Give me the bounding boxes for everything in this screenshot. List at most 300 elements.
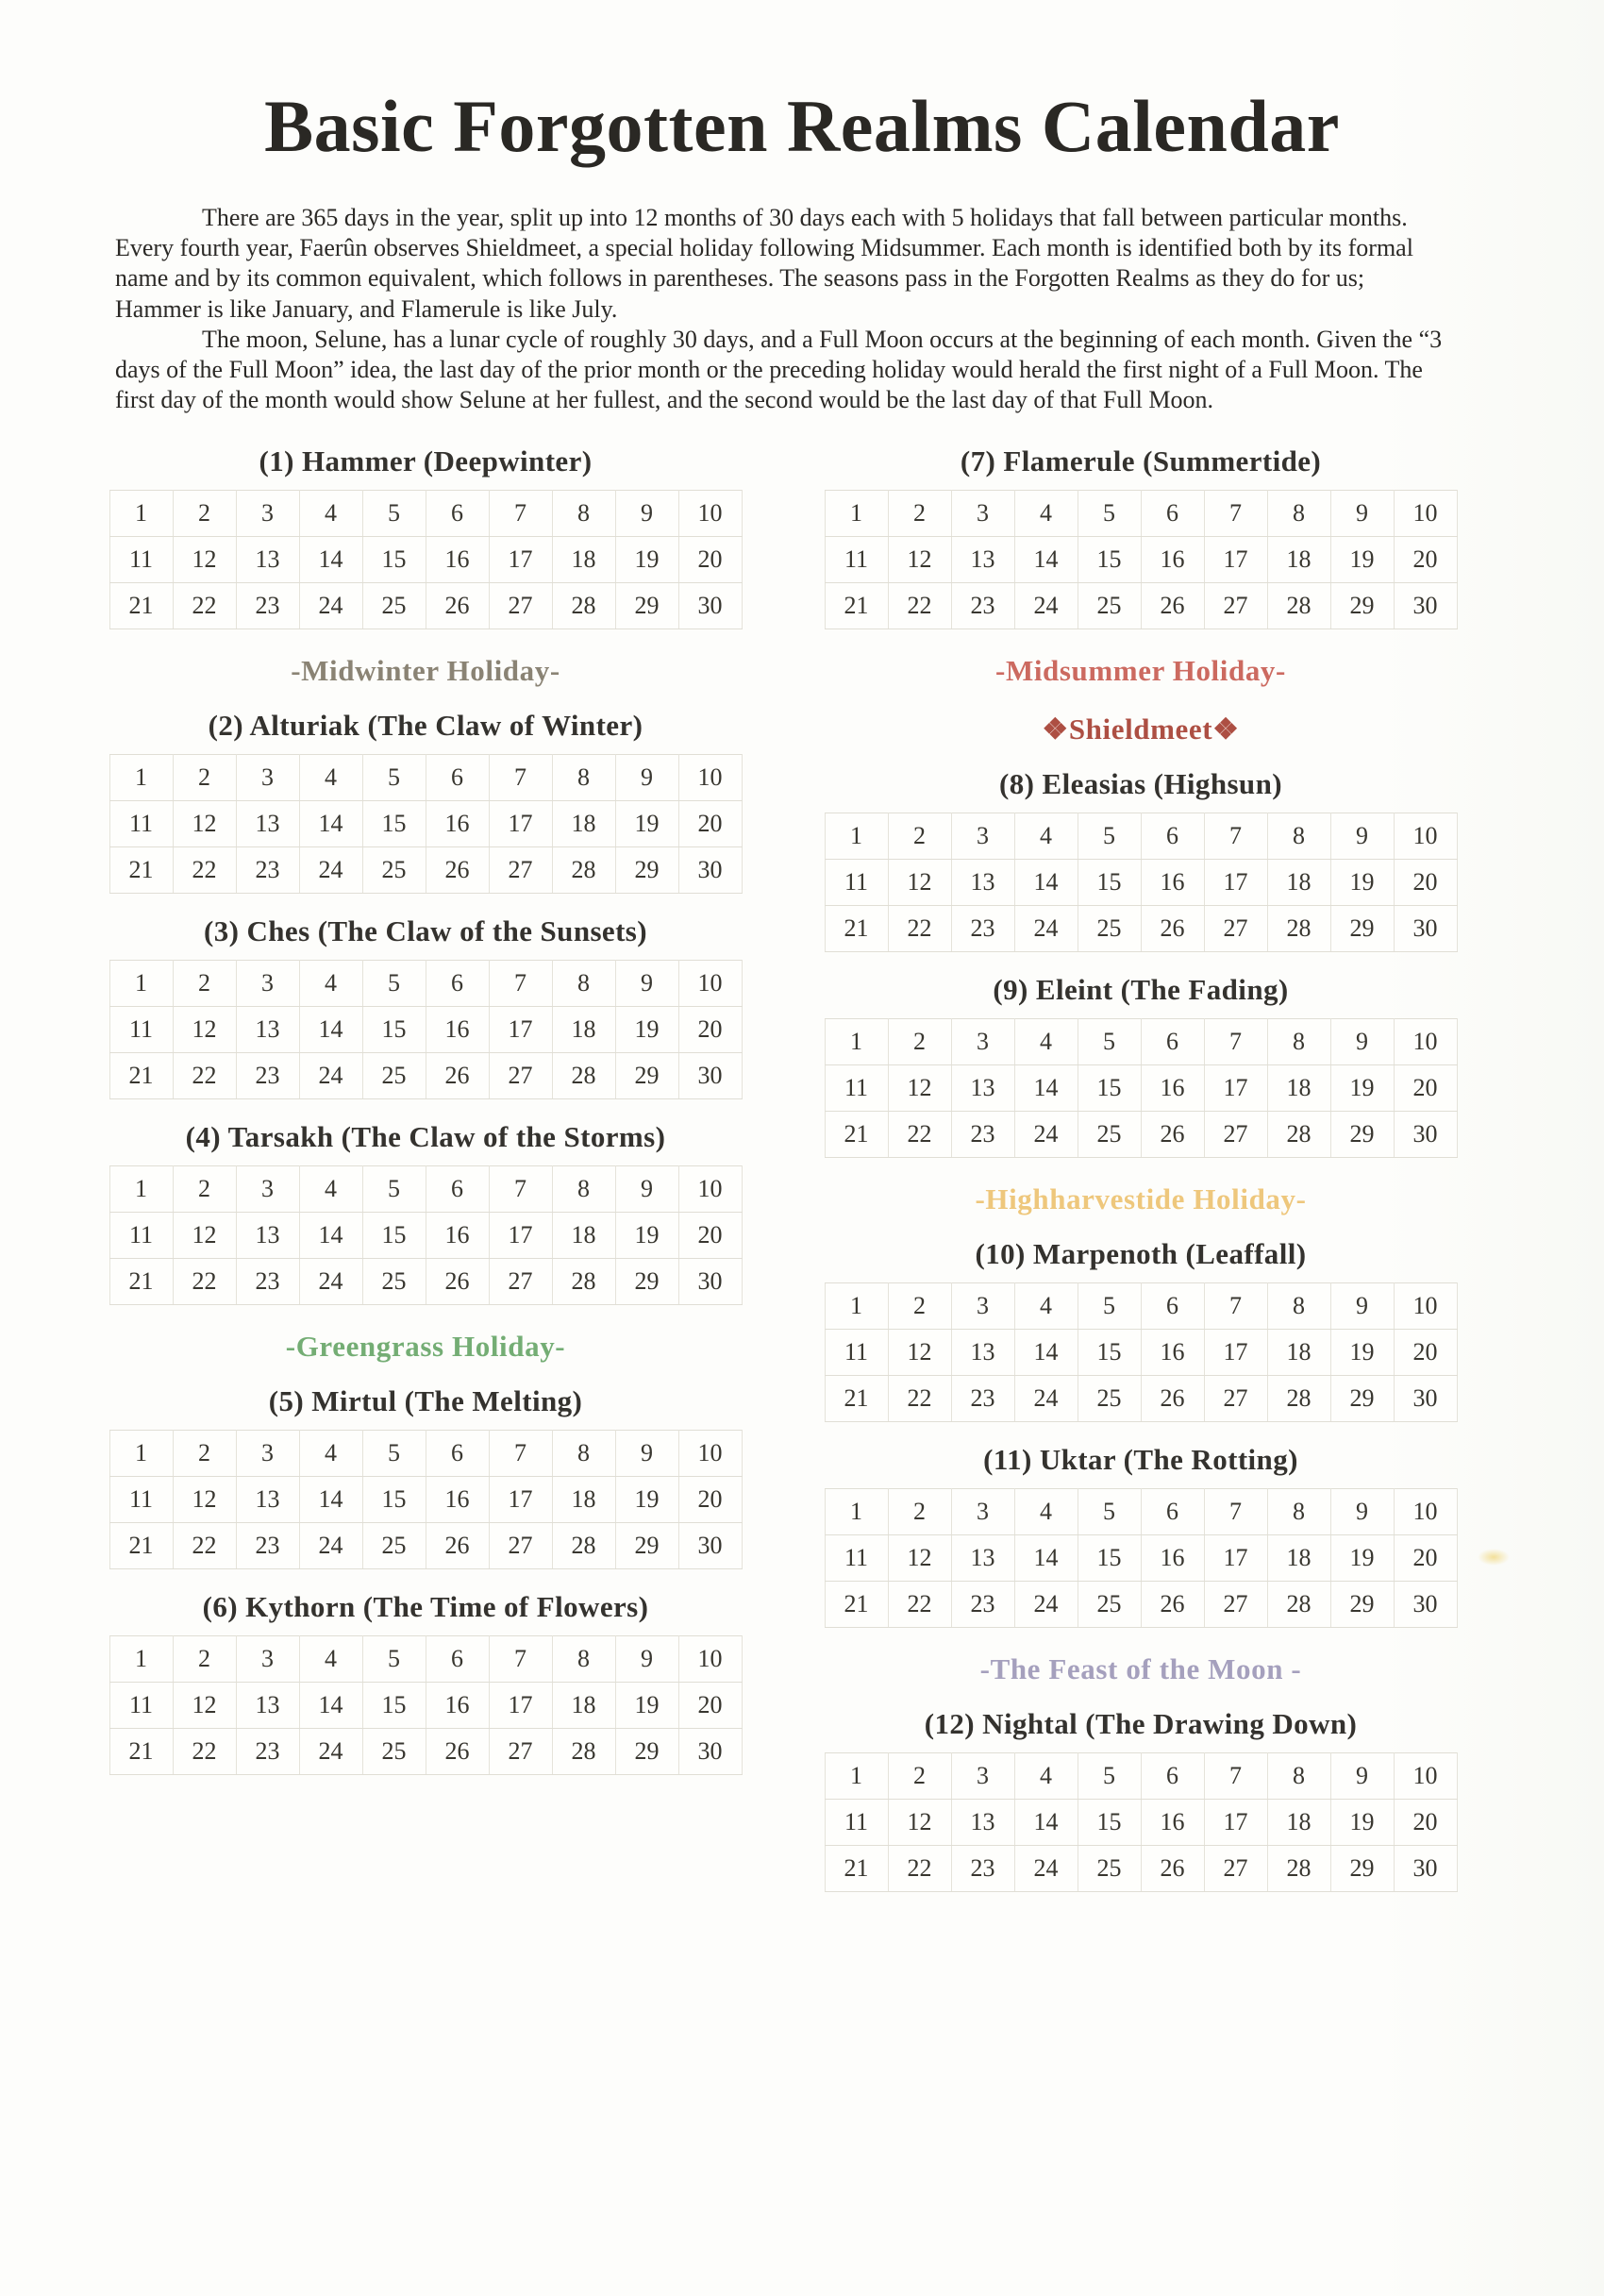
day-cell: 19 bbox=[1330, 536, 1394, 582]
page-title: Basic Forgotten Realms Calendar bbox=[264, 85, 1340, 167]
day-cell: 1 bbox=[109, 960, 173, 1006]
day-cell: 10 bbox=[678, 1635, 742, 1682]
day-grid bbox=[825, 1282, 1458, 1422]
day-cell: 3 bbox=[951, 813, 1014, 859]
day-cell: 23 bbox=[951, 1581, 1014, 1627]
day-cell: 19 bbox=[615, 1212, 678, 1258]
day-cell: 22 bbox=[173, 1728, 236, 1774]
day-cell: 12 bbox=[173, 1682, 236, 1728]
day-cell: 30 bbox=[1394, 1111, 1457, 1157]
day-cell: 15 bbox=[362, 1476, 426, 1522]
day-cell: 7 bbox=[1204, 1752, 1267, 1799]
day-cell: 21 bbox=[825, 582, 888, 628]
day-cell: 3 bbox=[236, 1635, 299, 1682]
day-cell: 18 bbox=[552, 1682, 615, 1728]
day-cell: 17 bbox=[1204, 1329, 1267, 1375]
day-cell: 7 bbox=[1204, 1282, 1267, 1329]
day-grid-row bbox=[825, 1845, 1457, 1891]
day-cell: 7 bbox=[1204, 490, 1267, 536]
day-cell: 7 bbox=[489, 1165, 552, 1212]
day-cell: 20 bbox=[678, 536, 742, 582]
day-cell: 23 bbox=[236, 582, 299, 628]
day-cell: 19 bbox=[1330, 1534, 1394, 1581]
month-header: (10) Marpenoth (Leaffall) bbox=[975, 1236, 1307, 1270]
day-cell: 3 bbox=[951, 1018, 1014, 1064]
day-cell: 27 bbox=[489, 1052, 552, 1098]
day-cell: 17 bbox=[1204, 1064, 1267, 1111]
day-cell: 27 bbox=[489, 1522, 552, 1568]
day-cell: 9 bbox=[1330, 813, 1394, 859]
day-cell: 19 bbox=[615, 1682, 678, 1728]
intro-paragraph-2: The moon, Selune, has a lunar cycle of roughly 30 days, and a Full Moon occurs at the beginning of each month. Given the “3 days of the Full Moon” idea, the last day of the prior month or the preceding holiday would herald the first night of a Full Moon. The first day of the month would show Selune at her fullest, and the second would be the last day of that Full Moon. bbox=[115, 325, 1443, 414]
day-cell: 14 bbox=[299, 1212, 362, 1258]
scanned-page bbox=[0, 85, 1604, 1892]
day-cell: 25 bbox=[1078, 1375, 1141, 1421]
day-cell: 27 bbox=[489, 1728, 552, 1774]
day-cell: 10 bbox=[1394, 1752, 1457, 1799]
day-cell: 22 bbox=[173, 582, 236, 628]
day-cell: 13 bbox=[951, 1534, 1014, 1581]
day-grid-row bbox=[109, 1430, 742, 1476]
day-cell: 22 bbox=[173, 1052, 236, 1098]
day-cell: 23 bbox=[951, 1845, 1014, 1891]
day-cell: 11 bbox=[825, 1064, 888, 1111]
day-cell: 25 bbox=[1078, 1845, 1141, 1891]
day-grid-row bbox=[825, 1329, 1457, 1375]
day-grid-row bbox=[825, 905, 1457, 951]
day-cell: 10 bbox=[1394, 1018, 1457, 1064]
day-cell: 13 bbox=[236, 1006, 299, 1052]
day-cell: 16 bbox=[426, 1682, 489, 1728]
day-grid-row bbox=[825, 1799, 1457, 1845]
day-cell: 2 bbox=[888, 490, 951, 536]
holiday-heading: -Midwinter Holiday- bbox=[291, 653, 560, 687]
day-cell: 18 bbox=[552, 1006, 615, 1052]
day-cell: 2 bbox=[888, 813, 951, 859]
day-cell: 3 bbox=[951, 1752, 1014, 1799]
day-cell: 29 bbox=[1330, 1845, 1394, 1891]
day-cell: 2 bbox=[173, 1635, 236, 1682]
day-cell: 6 bbox=[426, 754, 489, 800]
month-header: (5) Mirtul (The Melting) bbox=[268, 1383, 583, 1417]
day-cell: 3 bbox=[236, 1430, 299, 1476]
day-grid bbox=[109, 960, 743, 1099]
day-cell: 18 bbox=[1267, 1329, 1330, 1375]
day-cell: 3 bbox=[951, 1282, 1014, 1329]
day-cell: 26 bbox=[426, 1728, 489, 1774]
day-cell: 23 bbox=[236, 1258, 299, 1304]
day-cell: 11 bbox=[109, 800, 173, 846]
day-cell: 27 bbox=[1204, 582, 1267, 628]
day-cell: 2 bbox=[173, 490, 236, 536]
day-grid-row bbox=[109, 960, 742, 1006]
day-cell: 26 bbox=[426, 582, 489, 628]
day-grid-row bbox=[109, 582, 742, 628]
intro-paragraph-1: There are 365 days in the year, split up into 12 months of 30 days each with 5 holidays that fall between particular months. Every fourth year, Faerûn observes Shieldmeet, a special holiday following Midsummer. Each month is identified both by its formal name and by its common equivalent, which follows in parentheses. The seasons pass in the Forgotten Realms as they do for us; Hammer is like January, and Flamerule is like July. bbox=[115, 204, 1413, 323]
day-cell: 5 bbox=[1078, 490, 1141, 536]
day-cell: 15 bbox=[362, 536, 426, 582]
day-cell: 29 bbox=[615, 1522, 678, 1568]
day-cell: 12 bbox=[173, 536, 236, 582]
day-cell: 11 bbox=[825, 1799, 888, 1845]
day-cell: 4 bbox=[1014, 813, 1078, 859]
day-cell: 4 bbox=[299, 960, 362, 1006]
day-grid-row bbox=[109, 1522, 742, 1568]
day-cell: 19 bbox=[615, 1476, 678, 1522]
day-cell: 28 bbox=[1267, 1375, 1330, 1421]
day-cell: 14 bbox=[1014, 536, 1078, 582]
day-cell: 25 bbox=[362, 1522, 426, 1568]
day-cell: 27 bbox=[1204, 1111, 1267, 1157]
day-grid-row bbox=[109, 490, 742, 536]
day-cell: 8 bbox=[552, 1165, 615, 1212]
day-cell: 20 bbox=[678, 800, 742, 846]
day-cell: 12 bbox=[173, 1212, 236, 1258]
day-cell: 16 bbox=[1141, 1799, 1204, 1845]
day-cell: 29 bbox=[615, 582, 678, 628]
day-cell: 14 bbox=[1014, 1534, 1078, 1581]
day-cell: 6 bbox=[1141, 813, 1204, 859]
day-cell: 27 bbox=[1204, 905, 1267, 951]
month-header: (12) Nightal (The Drawing Down) bbox=[924, 1706, 1358, 1740]
day-cell: 11 bbox=[825, 536, 888, 582]
day-cell: 29 bbox=[1330, 905, 1394, 951]
day-cell: 12 bbox=[173, 1006, 236, 1052]
day-cell: 30 bbox=[1394, 1845, 1457, 1891]
day-cell: 12 bbox=[888, 1064, 951, 1111]
day-cell: 5 bbox=[362, 1165, 426, 1212]
month-header: (8) Eleasias (Highsun) bbox=[999, 766, 1282, 800]
day-cell: 25 bbox=[1078, 905, 1141, 951]
day-cell: 22 bbox=[888, 1111, 951, 1157]
day-cell: 24 bbox=[1014, 1375, 1078, 1421]
day-cell: 22 bbox=[173, 1258, 236, 1304]
day-cell: 16 bbox=[426, 1006, 489, 1052]
day-cell: 14 bbox=[299, 1476, 362, 1522]
day-cell: 28 bbox=[552, 1052, 615, 1098]
day-cell: 2 bbox=[173, 1165, 236, 1212]
day-cell: 16 bbox=[1141, 1534, 1204, 1581]
day-cell: 2 bbox=[173, 960, 236, 1006]
day-grid-row bbox=[109, 1476, 742, 1522]
day-cell: 3 bbox=[951, 490, 1014, 536]
day-cell: 1 bbox=[109, 1430, 173, 1476]
day-cell: 14 bbox=[1014, 1329, 1078, 1375]
day-grid-row bbox=[825, 1018, 1457, 1064]
day-cell: 20 bbox=[678, 1212, 742, 1258]
day-cell: 16 bbox=[1141, 536, 1204, 582]
day-cell: 29 bbox=[615, 1258, 678, 1304]
day-cell: 20 bbox=[1394, 1064, 1457, 1111]
day-cell: 7 bbox=[489, 1635, 552, 1682]
day-cell: 4 bbox=[1014, 1282, 1078, 1329]
day-cell: 14 bbox=[1014, 1799, 1078, 1845]
day-cell: 16 bbox=[426, 800, 489, 846]
day-cell: 21 bbox=[109, 1258, 173, 1304]
holiday-heading: -Midsummer Holiday- bbox=[995, 653, 1286, 687]
day-cell: 3 bbox=[236, 754, 299, 800]
day-cell: 13 bbox=[236, 800, 299, 846]
day-cell: 5 bbox=[1078, 1488, 1141, 1534]
day-cell: 22 bbox=[888, 582, 951, 628]
day-cell: 9 bbox=[615, 754, 678, 800]
day-cell: 22 bbox=[173, 846, 236, 893]
day-cell: 26 bbox=[1141, 1375, 1204, 1421]
day-cell: 22 bbox=[173, 1522, 236, 1568]
day-cell: 10 bbox=[1394, 1488, 1457, 1534]
day-grid-row bbox=[109, 846, 742, 893]
day-cell: 24 bbox=[299, 846, 362, 893]
day-cell: 3 bbox=[236, 1165, 299, 1212]
calendar-column-right bbox=[805, 424, 1477, 1892]
day-cell: 26 bbox=[1141, 905, 1204, 951]
day-cell: 6 bbox=[1141, 1018, 1204, 1064]
day-cell: 28 bbox=[552, 582, 615, 628]
day-cell: 1 bbox=[109, 490, 173, 536]
day-cell: 8 bbox=[552, 1635, 615, 1682]
day-cell: 6 bbox=[426, 490, 489, 536]
day-cell: 8 bbox=[552, 490, 615, 536]
day-grid-row bbox=[825, 1064, 1457, 1111]
day-cell: 19 bbox=[1330, 1329, 1394, 1375]
day-cell: 21 bbox=[109, 1052, 173, 1098]
day-cell: 10 bbox=[1394, 813, 1457, 859]
day-cell: 24 bbox=[299, 1522, 362, 1568]
day-grid-row bbox=[825, 859, 1457, 905]
day-cell: 15 bbox=[1078, 1534, 1141, 1581]
day-grid-row bbox=[825, 813, 1457, 859]
day-cell: 29 bbox=[1330, 1375, 1394, 1421]
day-cell: 6 bbox=[426, 960, 489, 1006]
day-grid-row bbox=[109, 800, 742, 846]
day-cell: 7 bbox=[1204, 813, 1267, 859]
day-cell: 7 bbox=[489, 754, 552, 800]
day-cell: 6 bbox=[1141, 490, 1204, 536]
day-cell: 23 bbox=[951, 1111, 1014, 1157]
day-cell: 4 bbox=[299, 1635, 362, 1682]
day-cell: 8 bbox=[1267, 1488, 1330, 1534]
day-cell: 9 bbox=[615, 1635, 678, 1682]
day-cell: 11 bbox=[109, 1476, 173, 1522]
day-cell: 21 bbox=[109, 582, 173, 628]
intro-text bbox=[115, 203, 1444, 416]
day-cell: 30 bbox=[1394, 582, 1457, 628]
holiday-heading: -Greengrass Holiday- bbox=[285, 1329, 566, 1363]
day-grid bbox=[109, 754, 743, 894]
day-grid-row bbox=[825, 490, 1457, 536]
day-cell: 25 bbox=[1078, 1581, 1141, 1627]
day-cell: 18 bbox=[1267, 1534, 1330, 1581]
day-grid-row bbox=[109, 754, 742, 800]
day-cell: 6 bbox=[426, 1635, 489, 1682]
day-cell: 12 bbox=[888, 1534, 951, 1581]
day-cell: 6 bbox=[426, 1165, 489, 1212]
day-grid bbox=[825, 1018, 1458, 1158]
day-cell: 12 bbox=[888, 1329, 951, 1375]
day-cell: 12 bbox=[888, 859, 951, 905]
day-cell: 7 bbox=[489, 960, 552, 1006]
day-cell: 21 bbox=[825, 1581, 888, 1627]
day-cell: 14 bbox=[299, 1682, 362, 1728]
day-cell: 24 bbox=[299, 582, 362, 628]
day-cell: 18 bbox=[552, 1212, 615, 1258]
day-cell: 9 bbox=[615, 1165, 678, 1212]
day-cell: 23 bbox=[236, 846, 299, 893]
month-header: (11) Uktar (The Rotting) bbox=[983, 1442, 1298, 1476]
day-cell: 5 bbox=[1078, 1018, 1141, 1064]
day-cell: 16 bbox=[426, 1476, 489, 1522]
day-cell: 8 bbox=[552, 960, 615, 1006]
day-cell: 5 bbox=[362, 1430, 426, 1476]
day-cell: 9 bbox=[1330, 1488, 1394, 1534]
day-cell: 15 bbox=[362, 1212, 426, 1258]
day-cell: 20 bbox=[678, 1682, 742, 1728]
day-cell: 26 bbox=[1141, 1581, 1204, 1627]
month-header: (2) Alturiak (The Claw of Winter) bbox=[208, 708, 643, 742]
day-cell: 30 bbox=[678, 846, 742, 893]
day-cell: 17 bbox=[489, 1682, 552, 1728]
day-cell: 30 bbox=[1394, 1375, 1457, 1421]
day-cell: 13 bbox=[951, 536, 1014, 582]
day-cell: 27 bbox=[1204, 1581, 1267, 1627]
day-grid-row bbox=[825, 1581, 1457, 1627]
day-cell: 9 bbox=[1330, 1282, 1394, 1329]
day-cell: 21 bbox=[109, 1522, 173, 1568]
day-cell: 21 bbox=[825, 1845, 888, 1891]
day-cell: 7 bbox=[1204, 1488, 1267, 1534]
day-cell: 24 bbox=[1014, 582, 1078, 628]
day-cell: 5 bbox=[362, 490, 426, 536]
day-cell: 1 bbox=[825, 1488, 888, 1534]
day-cell: 15 bbox=[1078, 1799, 1141, 1845]
day-grid-row bbox=[825, 1282, 1457, 1329]
month-header: (9) Eleint (The Fading) bbox=[993, 972, 1289, 1006]
day-cell: 13 bbox=[236, 536, 299, 582]
day-cell: 28 bbox=[552, 1522, 615, 1568]
day-grid-row bbox=[825, 1111, 1457, 1157]
day-cell: 28 bbox=[552, 1728, 615, 1774]
day-cell: 4 bbox=[1014, 1752, 1078, 1799]
day-cell: 28 bbox=[1267, 1581, 1330, 1627]
day-cell: 12 bbox=[888, 536, 951, 582]
day-grid-row bbox=[109, 1006, 742, 1052]
day-cell: 2 bbox=[888, 1282, 951, 1329]
day-cell: 21 bbox=[109, 846, 173, 893]
day-grid-row bbox=[825, 1375, 1457, 1421]
day-cell: 26 bbox=[426, 846, 489, 893]
day-cell: 24 bbox=[1014, 905, 1078, 951]
day-cell: 18 bbox=[1267, 1064, 1330, 1111]
day-cell: 8 bbox=[1267, 490, 1330, 536]
day-grid bbox=[109, 1165, 743, 1305]
day-cell: 14 bbox=[299, 800, 362, 846]
month-header: (6) Kythorn (The Time of Flowers) bbox=[202, 1589, 649, 1623]
calendar-columns bbox=[90, 424, 1604, 1892]
day-cell: 14 bbox=[1014, 859, 1078, 905]
day-cell: 30 bbox=[678, 1052, 742, 1098]
day-cell: 21 bbox=[825, 905, 888, 951]
day-cell: 6 bbox=[1141, 1488, 1204, 1534]
day-grid-row bbox=[109, 1728, 742, 1774]
day-cell: 9 bbox=[1330, 490, 1394, 536]
day-grid-row bbox=[825, 1752, 1457, 1799]
day-cell: 27 bbox=[1204, 1375, 1267, 1421]
day-cell: 27 bbox=[489, 846, 552, 893]
day-grid bbox=[825, 1488, 1458, 1628]
day-cell: 29 bbox=[1330, 1581, 1394, 1627]
day-cell: 20 bbox=[1394, 1534, 1457, 1581]
month-header: (4) Tarsakh (The Claw of the Storms) bbox=[185, 1119, 666, 1153]
day-grid-row bbox=[109, 1258, 742, 1304]
day-cell: 19 bbox=[1330, 1799, 1394, 1845]
day-cell: 20 bbox=[678, 1476, 742, 1522]
month-header: (1) Hammer (Deepwinter) bbox=[259, 444, 593, 478]
day-cell: 15 bbox=[362, 1682, 426, 1728]
day-grid bbox=[825, 1752, 1458, 1892]
day-cell: 5 bbox=[1078, 1282, 1141, 1329]
day-cell: 26 bbox=[1141, 582, 1204, 628]
day-grid-row bbox=[825, 536, 1457, 582]
day-cell: 28 bbox=[552, 846, 615, 893]
day-cell: 26 bbox=[1141, 1845, 1204, 1891]
day-cell: 12 bbox=[173, 800, 236, 846]
day-cell: 26 bbox=[426, 1522, 489, 1568]
day-cell: 1 bbox=[825, 1018, 888, 1064]
day-cell: 19 bbox=[615, 536, 678, 582]
day-cell: 2 bbox=[888, 1488, 951, 1534]
day-cell: 10 bbox=[678, 1430, 742, 1476]
day-cell: 28 bbox=[1267, 1111, 1330, 1157]
day-cell: 28 bbox=[552, 1258, 615, 1304]
day-grid-row bbox=[109, 1635, 742, 1682]
day-cell: 5 bbox=[362, 960, 426, 1006]
day-cell: 17 bbox=[489, 1476, 552, 1522]
day-cell: 28 bbox=[1267, 582, 1330, 628]
day-cell: 3 bbox=[236, 960, 299, 1006]
day-cell: 4 bbox=[1014, 1488, 1078, 1534]
day-cell: 23 bbox=[951, 905, 1014, 951]
holiday-heading: -The Feast of the Moon - bbox=[979, 1651, 1302, 1685]
day-cell: 14 bbox=[299, 1006, 362, 1052]
day-cell: 8 bbox=[1267, 1282, 1330, 1329]
day-cell: 26 bbox=[1141, 1111, 1204, 1157]
day-cell: 11 bbox=[109, 1682, 173, 1728]
day-cell: 19 bbox=[1330, 859, 1394, 905]
day-cell: 21 bbox=[825, 1375, 888, 1421]
day-cell: 25 bbox=[1078, 1111, 1141, 1157]
day-cell: 23 bbox=[951, 582, 1014, 628]
month-header: (3) Ches (The Claw of the Sunsets) bbox=[204, 913, 647, 947]
day-cell: 1 bbox=[825, 490, 888, 536]
day-cell: 10 bbox=[678, 490, 742, 536]
day-cell: 19 bbox=[615, 1006, 678, 1052]
day-cell: 14 bbox=[1014, 1064, 1078, 1111]
day-cell: 21 bbox=[825, 1111, 888, 1157]
day-cell: 5 bbox=[362, 754, 426, 800]
day-grid bbox=[109, 490, 743, 629]
day-grid bbox=[825, 490, 1458, 629]
day-cell: 30 bbox=[678, 1258, 742, 1304]
day-cell: 9 bbox=[615, 960, 678, 1006]
day-cell: 8 bbox=[1267, 1018, 1330, 1064]
holiday-heading: ❖Shieldmeet❖ bbox=[1042, 712, 1240, 746]
day-cell: 11 bbox=[109, 1212, 173, 1258]
day-cell: 29 bbox=[615, 846, 678, 893]
day-grid-row bbox=[825, 582, 1457, 628]
day-cell: 20 bbox=[1394, 859, 1457, 905]
day-cell: 7 bbox=[489, 1430, 552, 1476]
day-cell: 15 bbox=[362, 800, 426, 846]
